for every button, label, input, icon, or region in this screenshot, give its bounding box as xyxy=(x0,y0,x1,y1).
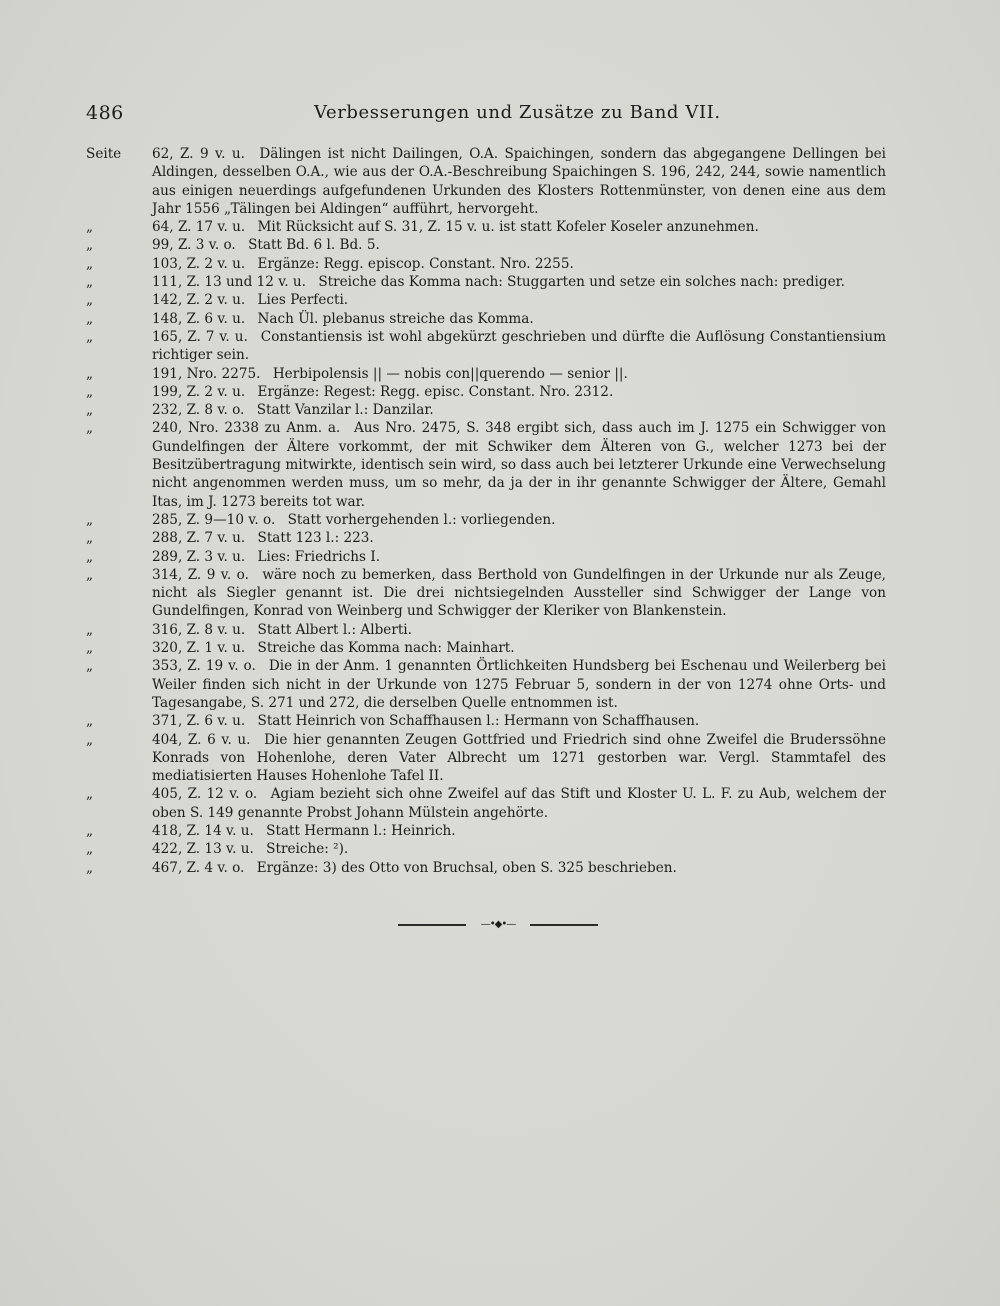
errata-reference: 405, Z. 12 v. o. xyxy=(152,786,263,803)
errata-entry xyxy=(86,310,886,328)
errata-text: Statt 123 l.: 223. xyxy=(257,530,374,547)
errata-text: Streiche: ²). xyxy=(266,841,349,858)
errata-entry xyxy=(86,566,886,621)
errata-text: Statt Albert l.: Alberti. xyxy=(257,621,412,638)
errata-text: Constantiensis ist wohl abgekürzt geschrieben und dürfte die Auflösung Constantiensium richtiger sein. xyxy=(152,328,887,364)
errata-text: Statt Bd. 6 l. Bd. 5. xyxy=(248,237,380,254)
ditto-mark: „ xyxy=(86,640,94,657)
errata-text: wäre noch zu bemerken, dass Berthold von Gundelfingen in der Urkunde nur als Zeuge, nicht als Siegler genannt ist. Die drei nichtsiegelnden Aussteller sind Schwigger der Lange von Gundelfingen, Konrad von Weinberg und Schwigger der Kleriker von Blankenstein. xyxy=(152,566,887,620)
errata-reference: 111, Z. 13 und 12 v. u. xyxy=(152,274,311,291)
errata-entry xyxy=(86,859,886,877)
errata-reference: 289, Z. 3 v. u. xyxy=(152,548,250,565)
ditto-mark: „ xyxy=(86,402,94,419)
errata-entry xyxy=(86,822,886,840)
ditto-mark: „ xyxy=(86,383,94,400)
errata-text: Ergänze: Regg. episcop. Constant. Nro. 2255. xyxy=(257,255,574,272)
errata-entry xyxy=(86,712,886,730)
errata-reference: 191, Nro. 2275. xyxy=(152,365,265,382)
ditto-mark: „ xyxy=(86,859,94,876)
ornament-rule-right xyxy=(530,924,598,926)
errata-entry xyxy=(86,328,886,365)
seite-label: Seite xyxy=(86,146,122,162)
errata-text: Mit Rücksicht auf S. 31, Z. 15 v. u. ist statt Kofeler Koseler anzunehmen. xyxy=(257,219,759,236)
errata-text: Ergänze: 3) des Otto von Bruchsal, oben S. 325 beschrieben. xyxy=(256,859,677,876)
errata-list xyxy=(86,145,886,877)
errata-reference: 404, Z. 6 v. u. xyxy=(152,731,257,748)
page-number: 486 xyxy=(86,102,124,124)
errata-entry xyxy=(86,529,886,547)
errata-text: Die hier genannten Zeugen Gottfried und Friedrich sind ohne Zweifel die Bruderssöhne Konrads von Hohenlohe, deren Vater Albrecht um 1271 gestorben war. Vergl. Stammtafel des mediatisierten Hauses Hohenlohe Tafel II. xyxy=(152,731,886,785)
errata-reference: 422, Z. 13 v. u. xyxy=(152,841,259,858)
ditto-mark: „ xyxy=(86,237,94,254)
errata-reference: 314, Z. 9 v. o. xyxy=(152,566,255,583)
errata-text: Streiche das Komma nach: Stuggarten und setze ein solches nach: prediger. xyxy=(318,274,845,291)
ornament-glyph: —•◆•— xyxy=(480,919,516,930)
page-header xyxy=(86,102,721,132)
errata-entry xyxy=(86,291,886,309)
errata-reference: 285, Z. 9—10 v. o. xyxy=(152,511,280,528)
errata-entry xyxy=(86,657,886,712)
errata-text: Streiche das Komma nach: Mainhart. xyxy=(257,640,515,657)
errata-reference: 240, Nro. 2338 zu Anm. a. xyxy=(152,420,346,437)
errata-reference: 165, Z. 7 v. u. xyxy=(152,328,253,345)
ditto-mark: „ xyxy=(86,292,94,309)
errata-reference: 99, Z. 3 v. o. xyxy=(152,237,241,254)
ditto-mark: „ xyxy=(86,621,94,638)
errata-reference: 103, Z. 2 v. u. xyxy=(152,255,250,272)
ditto-mark: „ xyxy=(86,365,94,382)
errata-entry xyxy=(86,621,886,639)
errata-reference: 148, Z. 6 v. u. xyxy=(152,310,250,327)
errata-text: Die in der Anm. 1 genannten Örtlichkeiten Hundsberg bei Eschenau und Weilerberg bei Weiler finden sich nicht in der Urkunde von 1275 Februar 5, sondern in der von 1274 ohne Orts- und Tagesangabe, S. 271 und 272, die derselben Quelle entnommen ist. xyxy=(152,658,886,711)
errata-text: Lies Perfecti. xyxy=(257,292,349,309)
errata-text: Ergänze: Regest: Regg. episc. Constant. Nro. 2312. xyxy=(257,383,614,400)
ditto-mark: „ xyxy=(86,822,94,839)
errata-reference: 320, Z. 1 v. u. xyxy=(152,640,250,657)
end-ornament xyxy=(398,920,598,930)
errata-reference: 316, Z. 8 v. u. xyxy=(152,621,250,638)
errata-entry xyxy=(86,218,886,236)
ditto-mark: „ xyxy=(86,786,94,803)
errata-entry xyxy=(86,419,886,510)
ditto-mark: „ xyxy=(86,511,94,528)
errata-reference: 232, Z. 8 v. o. xyxy=(152,402,249,419)
errata-text: Aus Nro. 2475, S. 348 ergibt sich, dass auch im J. 1275 ein Schwigger von Gundelfingen der Ältere vorkommt, der mit Schwiker dem Älteren von G., welcher 1273 bei der Besitzübertragung mitwirkte, identisch sein wird, so dass auch bei letzterer Urkunde eine Verwechselung nicht angenommen werden muss, um so mehr, da ja der in ihr genannte Schwigger der Ältere, Gemahl Itas, im J. 1273 bereits tot war. xyxy=(152,420,886,510)
errata-entry xyxy=(86,401,886,419)
ditto-mark: „ xyxy=(86,713,94,730)
errata-entry xyxy=(86,145,886,218)
errata-reference: 142, Z. 2 v. u. xyxy=(152,292,250,309)
ditto-mark: „ xyxy=(86,420,94,437)
errata-reference: 64, Z. 17 v. u. xyxy=(152,219,250,236)
errata-text: Nach Ül. plebanus streiche das Komma. xyxy=(257,310,534,327)
errata-reference: 371, Z. 6 v. u. xyxy=(152,713,250,730)
errata-entry xyxy=(86,365,886,383)
errata-entry xyxy=(86,548,886,566)
errata-entry xyxy=(86,511,886,529)
errata-text: Statt Hermann l.: Heinrich. xyxy=(266,822,456,839)
errata-reference: 467, Z. 4 v. o. xyxy=(152,859,249,876)
errata-text: Agiam bezieht sich ohne Zweifel auf das Stift und Kloster U. L. F. zu Aub, welchem der oben S. 149 genannte Probst Johann Mülstein angehörte. xyxy=(152,786,886,821)
ditto-mark: „ xyxy=(86,841,94,858)
errata-text: Herbipolensis || — nobis con||querendo — senior ||. xyxy=(272,365,628,382)
errata-text: Lies: Friedrichs I. xyxy=(257,548,381,565)
errata-entry xyxy=(86,273,886,291)
errata-reference: 288, Z. 7 v. u. xyxy=(152,530,250,547)
errata-reference: 353, Z. 19 v. o. xyxy=(152,658,261,675)
errata-text: Statt Vanzilar l.: Danzilar. xyxy=(256,402,434,419)
ditto-mark: „ xyxy=(86,731,94,748)
errata-reference: 62, Z. 9 v. u. xyxy=(152,146,252,162)
ditto-mark: „ xyxy=(86,310,94,327)
ditto-mark: „ xyxy=(86,219,94,236)
errata-reference: 418, Z. 14 v. u. xyxy=(152,822,259,839)
errata-entry xyxy=(86,785,886,822)
ditto-mark: „ xyxy=(86,274,94,291)
errata-text: Statt vorhergehenden l.: vorliegenden. xyxy=(287,511,556,528)
ditto-mark: „ xyxy=(86,530,94,547)
errata-text: Dälingen ist nicht Dailingen, O.A. Spaichingen, sondern das abgegangene Dellingen bei Aldingen, desselben O.A., wie aus der O.A.-Beschreibung Spaichingen S. 196, 242, 244, sowie namentlich aus einigen neuerdings aufgefundenen Urkunden des Klosters Rottenmünster, von denen eine aus dem Jahr 1556 „Tälingen bei Aldingen“ aufführt, hervorgeht. xyxy=(152,146,886,217)
running-head: Verbesserungen und Zusätze zu Band VII. xyxy=(314,102,721,123)
ditto-mark: „ xyxy=(86,255,94,272)
errata-entry xyxy=(86,639,886,657)
ditto-mark: „ xyxy=(86,566,94,583)
errata-reference: 199, Z. 2 v. u. xyxy=(152,383,250,400)
errata-entry xyxy=(86,840,886,858)
ditto-mark: „ xyxy=(86,658,94,675)
errata-entry xyxy=(86,731,886,786)
ditto-mark: „ xyxy=(86,328,94,345)
errata-entry xyxy=(86,255,886,273)
ditto-mark: „ xyxy=(86,548,94,565)
errata-text: Statt Heinrich von Schaffhausen l.: Hermann von Schaffhausen. xyxy=(257,713,700,730)
errata-entry xyxy=(86,236,886,254)
ornament-rule-left xyxy=(398,924,466,926)
errata-entry xyxy=(86,383,886,401)
